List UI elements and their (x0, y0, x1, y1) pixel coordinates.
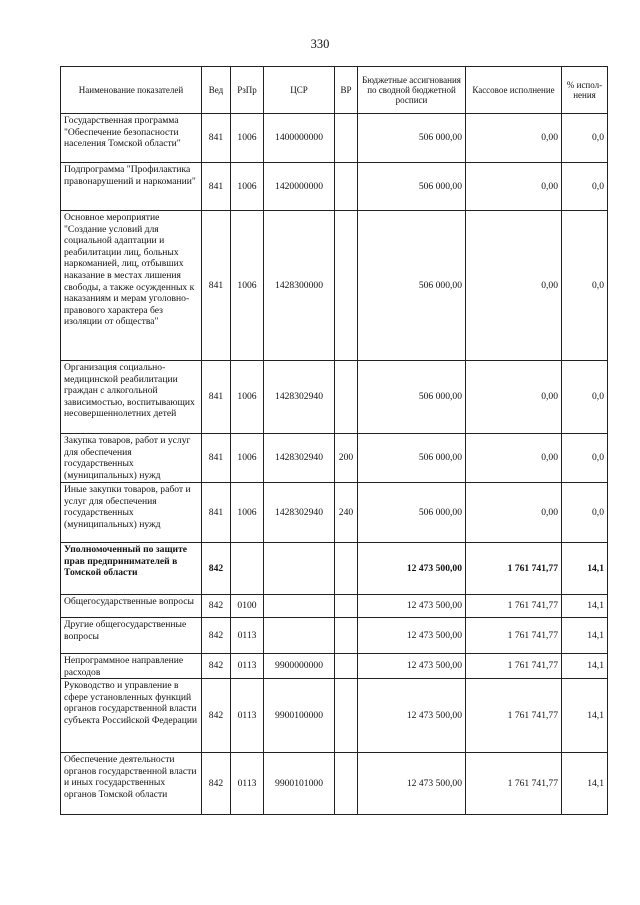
cell-kassa: 1 761 741,77 (466, 679, 562, 753)
cell-rzpr: 1006 (231, 361, 264, 434)
cell-rzpr: 1006 (231, 434, 264, 483)
cell-budget: 12 473 500,00 (358, 618, 466, 654)
cell-budget: 506 000,00 (358, 211, 466, 361)
cell-csr (264, 618, 335, 654)
cell-rzpr: 0113 (231, 654, 264, 679)
cell-ved: 842 (202, 543, 231, 595)
cell-ved: 841 (202, 163, 231, 211)
cell-name: Руководство и управление в сфере установленных функций органов государственной власти субъекта Российской Федерации (61, 679, 202, 753)
cell-budget: 12 473 500,00 (358, 595, 466, 618)
cell-csr (264, 543, 335, 595)
cell-pct: 14,1 (562, 543, 608, 595)
cell-rzpr: 0113 (231, 753, 264, 815)
cell-budget: 506 000,00 (358, 361, 466, 434)
cell-vr (335, 114, 358, 163)
cell-kassa: 1 761 741,77 (466, 753, 562, 815)
cell-kassa: 1 761 741,77 (466, 595, 562, 618)
cell-name: Иные закупки товаров, работ и услуг для обеспечения государственных (муниципальных) нужд (61, 483, 202, 543)
table-row (61, 679, 608, 753)
cell-vr (335, 361, 358, 434)
cell-name: Обеспечение деятельности органов государственной власти и иных государственных органов Томской области (61, 753, 202, 815)
cell-ved: 842 (202, 618, 231, 654)
cell-csr: 9900100000 (264, 679, 335, 753)
cell-budget: 12 473 500,00 (358, 753, 466, 815)
cell-vr: 240 (335, 483, 358, 543)
cell-name: Основное мероприятие "Создание условий для социальной адаптации и реабилитации лиц, больных наркоманией, лиц, отбывших наказание в местах лишения свободы, а также осужденных к наказаниям и мерам уголовно-правового характера без изоляции от общества" (61, 211, 202, 361)
cell-csr: 1428302940 (264, 361, 335, 434)
cell-rzpr: 1006 (231, 483, 264, 543)
cell-ved: 841 (202, 114, 231, 163)
table-row (61, 211, 608, 361)
table-header-row (61, 67, 608, 114)
cell-kassa: 1 761 741,77 (466, 543, 562, 595)
cell-csr (264, 595, 335, 618)
cell-rzpr: 0113 (231, 679, 264, 753)
cell-pct: 0,0 (562, 361, 608, 434)
col-header-name: Наименование показателей (61, 67, 202, 114)
cell-name: Подпрограмма "Профилактика правонарушений и наркомании" (61, 163, 202, 211)
table-row (61, 114, 608, 163)
page-number: 330 (310, 37, 330, 51)
table-row (61, 483, 608, 543)
table-row (61, 654, 608, 679)
cell-budget: 12 473 500,00 (358, 679, 466, 753)
cell-name: Другие общегосударственные вопросы (61, 618, 202, 654)
cell-name: Уполномоченный по защите прав предпринимателей в Томской области (61, 543, 202, 595)
cell-vr (335, 753, 358, 815)
cell-rzpr: 0113 (231, 618, 264, 654)
cell-budget: 12 473 500,00 (358, 654, 466, 679)
cell-rzpr: 1006 (231, 114, 264, 163)
cell-vr (335, 654, 358, 679)
cell-rzpr: 1006 (231, 163, 264, 211)
cell-vr (335, 679, 358, 753)
col-header-ved: Вед (202, 67, 231, 114)
cell-vr (335, 595, 358, 618)
cell-csr: 9900101000 (264, 753, 335, 815)
cell-vr (335, 211, 358, 361)
cell-ved: 842 (202, 753, 231, 815)
cell-ved: 842 (202, 654, 231, 679)
cell-kassa: 0,00 (466, 114, 562, 163)
table-row (61, 618, 608, 654)
cell-pct: 0,0 (562, 434, 608, 483)
col-header-rzpr: РзПр (231, 67, 264, 114)
table-row (61, 543, 608, 595)
cell-budget: 12 473 500,00 (358, 543, 466, 595)
table-row (61, 361, 608, 434)
cell-budget: 506 000,00 (358, 163, 466, 211)
cell-name: Общегосударственные вопросы (61, 595, 202, 618)
cell-pct: 0,0 (562, 163, 608, 211)
cell-pct: 0,0 (562, 211, 608, 361)
col-header-vr: ВР (335, 67, 358, 114)
table-row (61, 163, 608, 211)
cell-pct: 14,1 (562, 595, 608, 618)
cell-kassa: 1 761 741,77 (466, 654, 562, 679)
cell-budget: 506 000,00 (358, 483, 466, 543)
cell-pct: 0,0 (562, 483, 608, 543)
cell-csr: 1420000000 (264, 163, 335, 211)
cell-ved: 842 (202, 595, 231, 618)
cell-ved: 841 (202, 434, 231, 483)
cell-csr: 1400000000 (264, 114, 335, 163)
cell-kassa: 0,00 (466, 483, 562, 543)
cell-name: Государственная программа "Обеспечение безопасности населения Томской области" (61, 114, 202, 163)
cell-vr (335, 618, 358, 654)
table-row (61, 434, 608, 483)
cell-vr (335, 543, 358, 595)
cell-kassa: 0,00 (466, 211, 562, 361)
cell-name: Организация социально-медицинской реабилитации граждан с алкогольной зависимостью, воспитывающих несовершеннолетних детей (61, 361, 202, 434)
budget-table (60, 66, 608, 815)
cell-name: Непрограммное направление расходов (61, 654, 202, 679)
cell-kassa: 0,00 (466, 434, 562, 483)
col-header-pct: % испол-нения (562, 67, 608, 114)
cell-pct: 14,1 (562, 679, 608, 753)
table-body (61, 114, 608, 815)
cell-csr: 1428302940 (264, 483, 335, 543)
cell-ved: 841 (202, 211, 231, 361)
cell-pct: 14,1 (562, 618, 608, 654)
cell-rzpr (231, 543, 264, 595)
cell-kassa: 1 761 741,77 (466, 618, 562, 654)
cell-name: Закупка товаров, работ и услуг для обеспечения государственных (муниципальных) нужд (61, 434, 202, 483)
cell-pct: 0,0 (562, 114, 608, 163)
cell-rzpr: 0100 (231, 595, 264, 618)
table-row (61, 595, 608, 618)
cell-kassa: 0,00 (466, 361, 562, 434)
cell-budget: 506 000,00 (358, 114, 466, 163)
col-header-kassa: Кассовое исполнение (466, 67, 562, 114)
cell-kassa: 0,00 (466, 163, 562, 211)
cell-pct: 14,1 (562, 654, 608, 679)
cell-csr: 9900000000 (264, 654, 335, 679)
col-header-budget: Бюджетные ассигнования по сводной бюджетной росписи (358, 67, 466, 114)
cell-csr: 1428300000 (264, 211, 335, 361)
table-row (61, 753, 608, 815)
cell-vr: 200 (335, 434, 358, 483)
cell-ved: 841 (202, 361, 231, 434)
cell-vr (335, 163, 358, 211)
cell-rzpr: 1006 (231, 211, 264, 361)
cell-ved: 841 (202, 483, 231, 543)
cell-pct: 14,1 (562, 753, 608, 815)
cell-ved: 842 (202, 679, 231, 753)
cell-budget: 506 000,00 (358, 434, 466, 483)
col-header-csr: ЦСР (264, 67, 335, 114)
cell-csr: 1428302940 (264, 434, 335, 483)
